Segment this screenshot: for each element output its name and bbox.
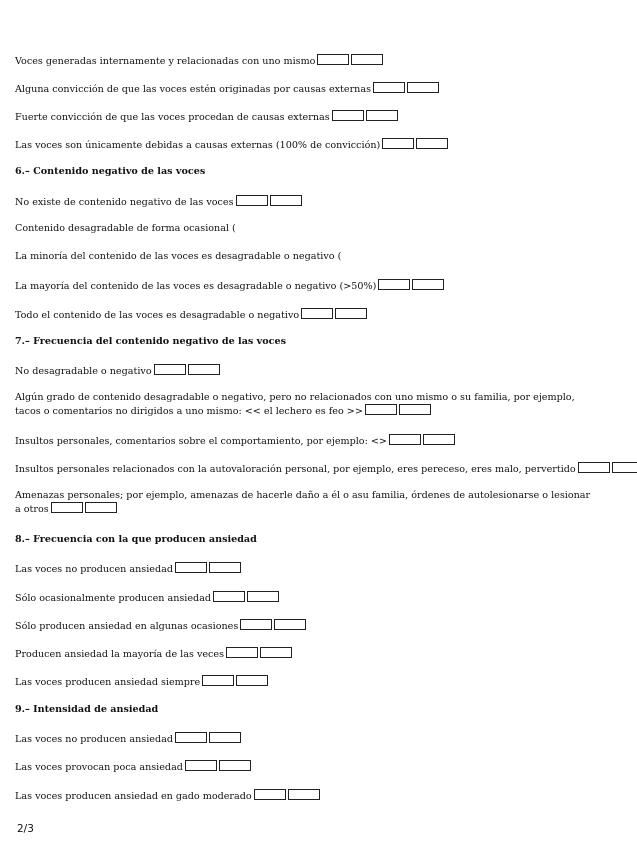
- section-heading: 6.– Contenido negativo de las voces: [15, 166, 206, 177]
- list-item: [15, 675, 615, 689]
- item-label: Voces generadas internamente y relacionadas con uno mismo: [15, 56, 316, 67]
- checkbox-2[interactable]: [188, 364, 220, 375]
- section-heading: 9.– Intensidad de ansiedad: [15, 704, 159, 715]
- checkbox-1[interactable]: [226, 647, 258, 658]
- checkbox-1[interactable]: [213, 591, 245, 602]
- checkbox-1[interactable]: [332, 110, 364, 121]
- list-item: [15, 619, 615, 633]
- list-item: [15, 195, 615, 209]
- checkbox-1[interactable]: [254, 789, 286, 800]
- item-label: Sólo producen ansiedad en algunas ocasiones: [15, 621, 239, 632]
- list-item: [15, 591, 615, 605]
- item-label: Insultos personales, comentarios sobre el comportamiento, por ejemplo: <>: [15, 436, 387, 447]
- item-label: Las voces provocan poca ansiedad: [15, 762, 183, 773]
- checkbox-1[interactable]: [578, 462, 610, 473]
- section-heading: 8.– Frecuencia con la que producen ansiedad: [15, 534, 257, 545]
- checkbox-1[interactable]: [202, 675, 234, 686]
- section-heading: 7.– Frecuencia del contenido negativo de las voces: [15, 336, 286, 347]
- checkbox-1[interactable]: [301, 308, 333, 319]
- list-item: [15, 54, 615, 68]
- item-label: Las voces producen ansiedad siempre: [15, 677, 201, 688]
- checkbox-1[interactable]: [175, 732, 207, 743]
- item-label: La minoría del contenido de las voces es desagradable o negativo (: [15, 251, 342, 262]
- list-item: [15, 490, 595, 516]
- list-item: [15, 647, 615, 661]
- item-label: Las voces no producen ansiedad: [15, 734, 173, 745]
- checkbox-1[interactable]: [373, 82, 405, 93]
- checkbox-2[interactable]: [247, 591, 279, 602]
- item-label: Las voces son únicamente debidas a causas externas (100% de convicción): [15, 140, 381, 151]
- checkbox-1[interactable]: [240, 619, 272, 630]
- checkbox-2[interactable]: [335, 308, 367, 319]
- checkbox-1[interactable]: [175, 562, 207, 573]
- checkbox-1[interactable]: [389, 434, 421, 445]
- item-label: La mayoría del contenido de las voces es desagradable o negativo (>50%): [15, 281, 377, 292]
- checkbox-2[interactable]: [85, 502, 117, 513]
- checkbox-2[interactable]: [209, 562, 241, 573]
- checkbox-1[interactable]: [378, 279, 410, 290]
- checkbox-2[interactable]: [612, 462, 637, 473]
- item-label: Las voces producen ansiedad en gado moderado: [15, 791, 252, 802]
- item-label: Las voces no producen ansiedad: [15, 564, 173, 575]
- item-label: Alguna convicción de que las voces estén originadas por causas externas: [15, 84, 371, 95]
- list-item: [15, 462, 615, 476]
- checkbox-1[interactable]: [317, 54, 349, 65]
- list-item: [15, 364, 615, 378]
- checkbox-2[interactable]: [288, 789, 320, 800]
- checkbox-1[interactable]: [154, 364, 186, 375]
- item-label: Sólo ocasionalmente producen ansiedad: [15, 593, 212, 604]
- checkbox-1[interactable]: [236, 195, 268, 206]
- list-item: [15, 82, 615, 96]
- checkbox-1[interactable]: [185, 760, 217, 771]
- list-item: [15, 732, 615, 746]
- checkbox-2[interactable]: [407, 82, 439, 93]
- list-item: [15, 308, 615, 322]
- item-label: Contenido desagradable de forma ocasional (: [15, 223, 236, 234]
- item-label: Insultos personales relacionados con la autovaloración personal, por ejemplo, eres pereceso, eres malo, pervertido: [15, 464, 576, 475]
- list-item: [15, 392, 600, 418]
- item-label: Producen ansiedad la mayoría de las veces: [15, 649, 225, 660]
- checkbox-2[interactable]: [412, 279, 444, 290]
- list-item: [15, 110, 615, 124]
- page-number: 2/3: [17, 823, 34, 835]
- item-label: No desagradable o negativo: [15, 366, 152, 377]
- list-item: [15, 434, 615, 448]
- list-item: [15, 138, 615, 152]
- checkbox-2[interactable]: [236, 675, 268, 686]
- list-item: [15, 789, 615, 803]
- checkbox-2[interactable]: [366, 110, 398, 121]
- list-item: [15, 223, 615, 235]
- checkbox-2[interactable]: [416, 138, 448, 149]
- checkbox-2[interactable]: [423, 434, 455, 445]
- checkbox-2[interactable]: [219, 760, 251, 771]
- checkbox-1[interactable]: [51, 502, 83, 513]
- list-item: [15, 279, 615, 293]
- list-item: [15, 562, 615, 576]
- checkbox-2[interactable]: [351, 54, 383, 65]
- checkbox-2[interactable]: [260, 647, 292, 658]
- item-label: No existe de contenido negativo de las voces: [15, 197, 234, 208]
- item-label: Fuerte convicción de que las voces procedan de causas externas: [15, 112, 330, 123]
- checkbox-2[interactable]: [209, 732, 241, 743]
- checkbox-1[interactable]: [365, 404, 397, 415]
- checkbox-1[interactable]: [382, 138, 414, 149]
- checkbox-2[interactable]: [270, 195, 302, 206]
- list-item: [15, 760, 615, 774]
- checkbox-2[interactable]: [274, 619, 306, 630]
- item-label: Amenazas personales; por ejemplo, amenazas de hacerle daño a él o asu familia, órdenes de autolesionarse o lesionar a otros: [15, 490, 591, 515]
- item-label: Algún grado de contenido desagradable o negativo, pero no relacionados con uno mismo o su familia, por ejemplo, tacos o comentarios no dirigidos a uno mismo: << el lechero es feo >>: [15, 392, 575, 417]
- item-label: Todo el contenido de las voces es desagradable o negativo: [15, 310, 300, 321]
- checkbox-2[interactable]: [399, 404, 431, 415]
- list-item: [15, 251, 615, 263]
